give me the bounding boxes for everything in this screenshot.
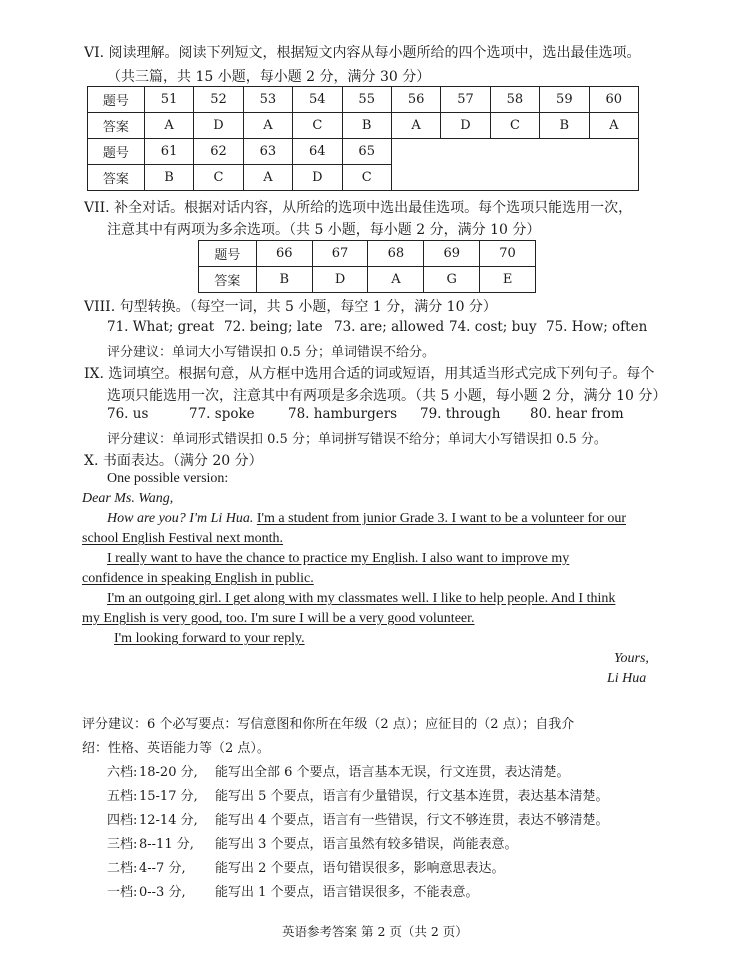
answer-cell: A	[243, 113, 292, 139]
question-number: 63	[243, 139, 292, 165]
row-label: 答案	[88, 113, 145, 139]
question-number: 52	[194, 87, 243, 113]
answer-cell: D	[194, 113, 243, 139]
sec9-answer: 79. through	[420, 406, 501, 422]
sec9-answer: 76. us	[107, 406, 149, 422]
grade-range: 8--11 分,	[139, 837, 194, 852]
question-number: 61	[144, 139, 193, 165]
letter-signature: Li Hua	[607, 671, 647, 686]
answer-cell: D	[312, 267, 368, 293]
question-number: 58	[490, 87, 539, 113]
sec10-title: X. 书面表达。（满分 20 分）	[84, 453, 263, 469]
letter-closing: Yours,	[614, 651, 649, 666]
grade-level: 一档:	[107, 885, 138, 900]
essay-line: I'm an outgoing girl. I get along with my classmates well. I like to help people. And I think	[107, 591, 616, 606]
answer-cell: B	[144, 165, 193, 191]
grade-desc: 能写出 2 个要点，语句错误很多，影响意思表达。	[215, 861, 505, 876]
question-number: 62	[194, 139, 243, 165]
grade-desc: 能写出 1 个要点，语言错误很多，不能表意。	[215, 885, 479, 900]
answer-cell: A	[144, 113, 193, 139]
sec8-answer: 75. How; often	[546, 319, 648, 335]
question-number: 51	[144, 87, 193, 113]
answer-cell: B	[256, 267, 312, 293]
answer-cell: A	[243, 165, 292, 191]
sec6-title: VI. 阅读理解。阅读下列短文，根据短文内容从每小题所给的四个选项中，选出最佳选项。	[84, 45, 641, 61]
sec9-answer: 77. spoke	[189, 406, 255, 422]
question-number: 54	[293, 87, 342, 113]
question-number: 70	[480, 241, 536, 267]
grade-row	[107, 857, 505, 876]
sec8-title: VIII. 句型转换。（每空一词，共 5 小题，每空 1 分，满分 10 分）	[84, 299, 497, 315]
grade-level: 六档:	[107, 765, 138, 780]
question-number: 57	[441, 87, 490, 113]
question-number: 60	[589, 87, 638, 113]
question-number: 67	[312, 241, 368, 267]
grade-row	[107, 785, 609, 804]
sec9-scoring-note: 评分建议：单词形式错误扣 0.5 分；单词拼写错误不给分；单词大小写错误扣 0.5 分。	[107, 432, 607, 447]
sec8-scoring-note: 评分建议：单词大小写错误扣 0.5 分；单词错误不给分。	[107, 345, 435, 360]
grade-level: 二档:	[107, 861, 138, 876]
sec7-title: VII. 补全对话。根据对话内容，从所给的选项中选出最佳选项。每个选项只能选用一次，	[84, 200, 633, 216]
question-number: 64	[293, 139, 342, 165]
sec7-subtitle: 注意其中有两项为多余选项。（共 5 小题，每小题 2 分，满分 10 分）	[107, 222, 541, 238]
essay-line: I'm looking forward to your reply.	[114, 631, 305, 646]
essay-greeting: How are you? I'm Li Hua.	[107, 511, 254, 526]
grade-range: 12-14 分,	[139, 813, 198, 828]
question-number: 69	[424, 241, 480, 267]
question-number: 55	[342, 87, 391, 113]
sec9-answer: 78. hamburgers	[288, 406, 398, 422]
question-number: 68	[368, 241, 424, 267]
question-number: 53	[243, 87, 292, 113]
table-row	[88, 113, 639, 139]
grade-row	[107, 761, 570, 780]
row-label: 题号	[199, 241, 257, 267]
essay-line: school English Festival next month.	[82, 531, 284, 546]
sec6-answer-table	[87, 86, 639, 191]
table-row	[88, 139, 639, 165]
answer-cell: E	[480, 267, 536, 293]
grade-row	[107, 881, 479, 900]
table-row	[88, 87, 639, 113]
row-label: 答案	[199, 267, 257, 293]
row-label: 题号	[88, 87, 145, 113]
answer-cell: B	[540, 113, 589, 139]
sec9-answer: 80. hear from	[530, 406, 624, 422]
grade-desc: 能写出 5 个要点，语言有少量错误，行文基本连贯，表达基本清楚。	[215, 789, 609, 804]
possible-version-label: One possible version:	[107, 471, 229, 486]
sec9-subtitle: 选项只能选用一次，注意其中有两项是多余选项。（共 5 小题，每小题 2 分，满分 10 分）	[107, 388, 667, 404]
grade-range: 15-17 分,	[139, 789, 198, 804]
essay-line	[107, 511, 626, 527]
answer-cell: D	[293, 165, 342, 191]
essay-line: my English is very good, too. I'm sure I will be a very good volunteer.	[82, 611, 475, 626]
grade-row	[107, 833, 518, 852]
essay-text: I'm a student from junior Grade 3. I want to be a volunteer for our	[256, 511, 626, 526]
sec8-answer: 73. are; allowed	[334, 319, 445, 335]
sec7-answer-table	[198, 240, 536, 293]
question-number: 59	[540, 87, 589, 113]
answer-cell: C	[342, 165, 391, 191]
sec10-scoring-note: 绍：性格、英语能力等（2 点）。	[82, 741, 270, 756]
answer-cell: C	[490, 113, 539, 139]
grade-range: 0--3 分,	[139, 885, 186, 900]
answer-cell: A	[368, 267, 424, 293]
row-label: 题号	[88, 139, 145, 165]
grade-desc: 能写出全部 6 个要点，语言基本无误，行文连贯，表达清楚。	[215, 765, 570, 780]
grade-range: 4--7 分,	[139, 861, 186, 876]
question-number: 65	[342, 139, 391, 165]
sec6-subtitle: （共三篇，共 15 小题，每小题 2 分，满分 30 分）	[107, 69, 431, 85]
answer-cell: C	[293, 113, 342, 139]
grade-row	[107, 809, 609, 828]
sec9-title: IX. 选词填空。根据句意，从方框中选用合适的词或短语，用其适当形式完成下列句子。每个	[84, 366, 655, 382]
grade-desc: 能写出 3 个要点，语言虽然有较多错误，尚能表意。	[215, 837, 518, 852]
sec10-scoring-note: 评分建议：6 个必写要点：写信意图和你所在年级（2 点）；应征目的（2 点）；自我介	[82, 717, 575, 732]
sec8-answer: 72. being; late	[224, 319, 323, 335]
grade-range: 18-20 分,	[139, 765, 198, 780]
sec8-answer: 74. cost; buy	[449, 319, 537, 335]
question-number: 66	[256, 241, 312, 267]
answer-cell: D	[441, 113, 490, 139]
grade-level: 四档:	[107, 813, 138, 828]
row-label: 答案	[88, 165, 145, 191]
question-number: 56	[391, 87, 440, 113]
grade-level: 五档:	[107, 789, 138, 804]
answer-cell: C	[194, 165, 243, 191]
grade-desc: 能写出 4 个要点，语言有一些错误，行文不够连贯，表达不够清楚。	[215, 813, 609, 828]
answer-cell: A	[391, 113, 440, 139]
table-row	[199, 267, 536, 293]
table-row	[199, 241, 536, 267]
sec8-answer: 71. What; great	[107, 319, 215, 335]
essay-line: confidence in speaking English in public.	[82, 571, 314, 586]
answer-cell: A	[589, 113, 638, 139]
answer-cell: B	[342, 113, 391, 139]
grade-level: 三档:	[107, 837, 138, 852]
essay-line: I really want to have the chance to practice my English. I also want to improve my	[107, 551, 570, 566]
empty-cell	[391, 139, 638, 191]
page-footer: 英语参考答案 第 2 页（共 2 页）	[282, 924, 468, 939]
answer-cell: G	[424, 267, 480, 293]
letter-salutation: Dear Ms. Wang,	[82, 491, 174, 506]
